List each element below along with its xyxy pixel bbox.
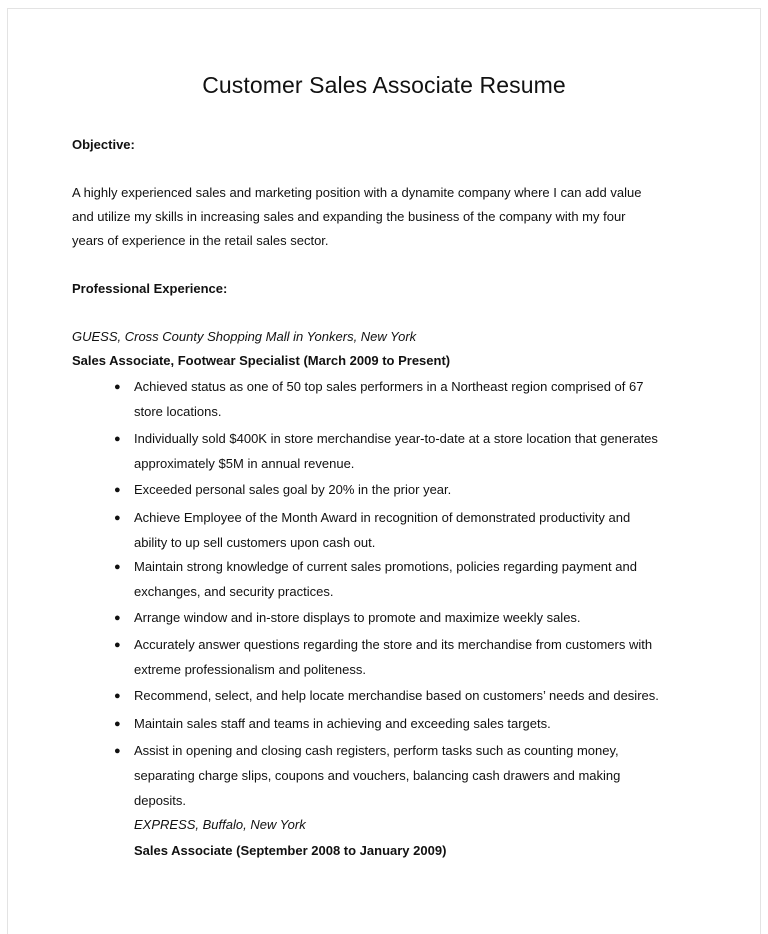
bullet-icon: ●	[114, 512, 121, 524]
bullet-icon: ●	[114, 484, 121, 496]
bullet-text: Assist in opening and closing cash registers, perform tasks such as counting money,	[134, 743, 619, 758]
bullet-text: ability to up sell customers upon cash out.	[134, 535, 376, 550]
bullet-icon: ●	[114, 381, 121, 393]
bullet-text: Achieve Employee of the Month Award in recognition of demonstrated productivity and	[134, 510, 631, 525]
bullet-text: Achieved status as one of 50 top sales performers in a Northeast region comprised of 67	[134, 379, 644, 394]
experience-heading: Professional Experience:	[72, 281, 228, 296]
objective-heading: Objective:	[72, 137, 135, 152]
bullet-text: Maintain strong knowledge of current sales promotions, policies regarding payment and	[134, 559, 637, 574]
bullet-text: Exceeded personal sales goal by 20% in the prior year.	[134, 482, 452, 497]
bullet-icon: ●	[114, 433, 121, 445]
job1-position: Sales Associate, Footwear Specialist (March 2009 to Present)	[72, 353, 451, 368]
objective-line: and utilize my skills in increasing sales and expanding the business of the company with my four	[72, 209, 626, 224]
bullet-text: approximately $5M in annual revenue.	[134, 456, 355, 471]
bullet-text: Recommend, select, and help locate merchandise based on customers’ needs and desires.	[134, 688, 659, 703]
job1-employer: GUESS, Cross County Shopping Mall in Yonkers, New York	[72, 329, 417, 344]
bullet-text: store locations.	[134, 404, 222, 419]
bullet-text: deposits.	[134, 793, 187, 808]
bullet-icon: ●	[114, 612, 121, 624]
job2-employer: EXPRESS, Buffalo, New York	[134, 817, 306, 832]
bullet-icon: ●	[114, 561, 121, 573]
bullet-text: separating charge slips, coupons and vouchers, balancing cash drawers and making	[134, 768, 621, 783]
bullet-text: Maintain sales staff and teams in achieving and exceeding sales targets.	[134, 716, 551, 731]
bullet-text: Individually sold $400K in store merchandise year-to-date at a store location that generates	[134, 431, 658, 446]
objective-line: A highly experienced sales and marketing position with a dynamite company where I can add value	[72, 185, 642, 200]
bullet-icon: ●	[114, 639, 121, 651]
bullet-text: Arrange window and in-store displays to promote and maximize weekly sales.	[134, 610, 581, 625]
bullet-icon: ●	[114, 745, 121, 757]
bullet-icon: ●	[114, 718, 121, 730]
bullet-text: extreme professionalism and politeness.	[134, 662, 366, 677]
bullet-icon: ●	[114, 690, 121, 702]
bullet-text: exchanges, and security practices.	[134, 584, 334, 599]
objective-line: years of experience in the retail sales sector.	[72, 233, 329, 248]
job2-position: Sales Associate (September 2008 to January 2009)	[134, 843, 447, 858]
resume-title: Customer Sales Associate Resume	[202, 72, 566, 98]
bullet-text: Accurately answer questions regarding the store and its merchandise from customers with	[134, 637, 653, 652]
